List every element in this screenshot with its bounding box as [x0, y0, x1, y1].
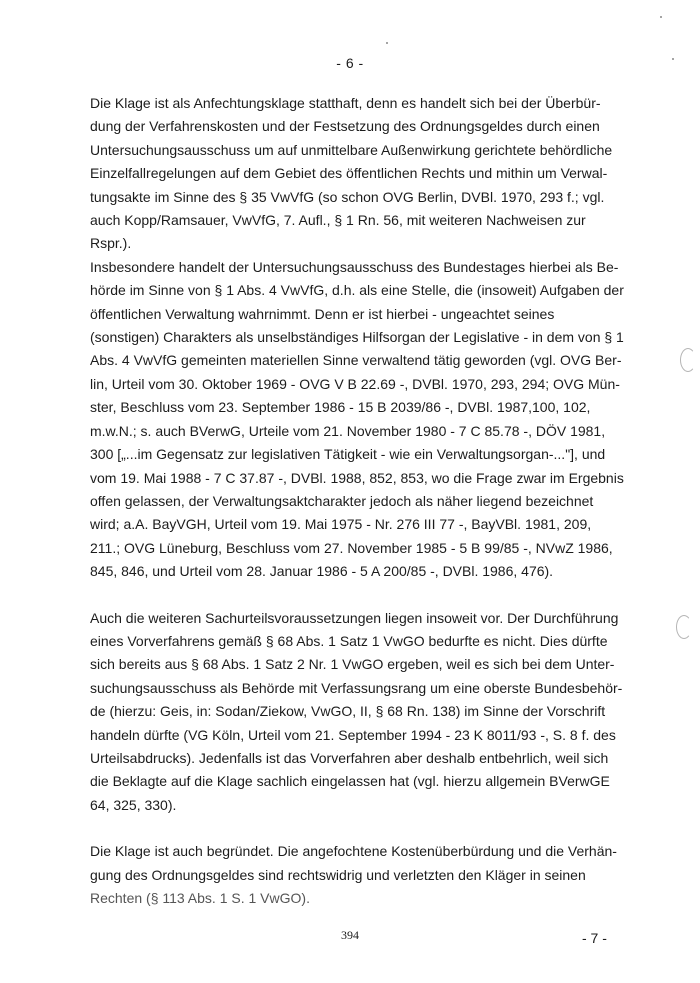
text-line: öffentlichen Verwaltung wahrnimmt. Denn er ist hierbei - ungeachtet seines	[90, 305, 555, 322]
text-line: suchungsausschuss als Behörde mit Verfassungsrang um eine oberste Bundesbehör-	[90, 679, 623, 696]
paragraph-begruendetheit	[90, 840, 617, 910]
text-line: lin, Urteil vom 30. Oktober 1969 - OVG V B 22.69 -, DVBl. 1970, 293, 294; OVG Mün-	[90, 375, 620, 392]
text-line: m.w.N.; s. auch BVerwG, Urteile vom 21. November 1980 - 7 C 85.78 -, DÖV 1981,	[90, 422, 606, 439]
text-line: Auch die weiteren Sachurteilsvoraussetzungen liegen insoweit vor. Der Durchführung	[90, 609, 619, 626]
text-line: Rechten (§ 113 Abs. 1 S. 1 VwGO).	[90, 890, 310, 906]
text-line: wird; a.A. BayVGH, Urteil vom 19. Mai 1975 - Nr. 276 III 77 -, BayVBl. 1981, 209,	[90, 516, 592, 533]
paragraph-behoerde	[90, 256, 624, 584]
text-line: Einzelfallregelungen auf dem Gebiet des öffentlichen Rechts und mithin um Verwal-	[90, 165, 608, 182]
text-line: Untersuchungsausschuss um auf unmittelbare Außenwirkung gerichtete behördliche	[90, 141, 613, 158]
text-line: tungsakte im Sinne des § 35 VwVfG (so schon OVG Berlin, DVBl. 1970, 293 f.; vgl.	[90, 188, 605, 205]
text-line: eines Vorverfahrens gemäß § 68 Abs. 1 Satz 1 VwGO bedurfte es nicht. Dies dürfte	[90, 632, 608, 649]
text-line: Rspr.).	[90, 235, 132, 252]
scan-speck	[660, 16, 662, 18]
text-line: ster, Beschluss vom 23. September 1986 - 15 B 2039/86 -, DVBl. 1987,100, 102,	[90, 399, 591, 416]
text-line: (sonstigen) Charakters als unselbständiges Hilfsorgan der Legislative - in dem von § 1	[90, 329, 624, 346]
document-body	[90, 92, 624, 910]
text-line: 300 [„...im Gegensatz zur legislativen Tätigkeit - wie ein Verwaltungsorgan-..."], und	[90, 446, 606, 463]
paragraph-statthaftigkeit	[90, 92, 612, 256]
text-line: de (hierzu: Geis, in: Sodan/Ziekow, VwGO, II, § 68 Rn. 138) im Sinne der Vorschrift	[90, 703, 606, 720]
text-line: Insbesondere handelt der Untersuchungsausschuss des Bundestages hierbei als Be-	[90, 258, 619, 275]
paragraph-gap	[90, 817, 612, 840]
text-line: offen gelassen, der Verwaltungsaktcharakter jedoch als näher liegend bezeichnet	[90, 492, 594, 509]
text-line: handeln dürfte (VG Köln, Urteil vom 21. September 1994 - 23 K 8011/93 -, S. 8 f. des	[90, 726, 616, 743]
text-line: sich bereits aus § 68 Abs. 1 Satz 2 Nr. 1 VwGO ergeben, weil es sich bei dem Unter-	[90, 656, 615, 673]
paragraph-sachurteilsvoraussetzungen	[90, 607, 623, 818]
punch-hole-mark	[680, 348, 696, 372]
text-line: Abs. 4 VwVfG gemeinten materiellen Sinne verwaltend tätig geworden (vgl. OVG Ber-	[90, 352, 622, 369]
text-line: 211.; OVG Lüneburg, Beschluss vom 27. November 1985 - 5 B 99/85 -, NVwZ 1986,	[90, 539, 613, 556]
text-line: 845, 846, und Urteil vom 28. Januar 1986 - 5 A 200/85 -, DVBl. 1986, 476).	[90, 563, 554, 580]
text-line: hörde im Sinne von § 1 Abs. 4 VwVfG, d.h. als eine Stelle, die (insoweit) Aufgaben der	[90, 282, 624, 299]
text-line: auch Kopp/Ramsauer, VwVfG, 7. Aufl., § 1 Rn. 56, mit weiteren Nachweisen zur	[90, 212, 586, 229]
text-line: Urteilsabdrucks). Jedenfalls ist das Vorverfahren aber deshalb entbehrlich, weil sich	[90, 749, 609, 766]
archive-page-number: 394	[341, 928, 359, 942]
text-line: die Beklagte auf die Klage sachlich eingelassen hat (vgl. hierzu allgemein BVerwGE	[90, 773, 610, 790]
page-number-top: - 6 -	[336, 55, 364, 71]
text-line: 64, 325, 330).	[90, 796, 177, 813]
text-line: Die Klage ist als Anfechtungsklage statthaft, denn es handelt sich bei der Überbür-	[90, 95, 601, 111]
paragraph-gap	[90, 584, 612, 607]
text-line: vom 19. Mai 1988 - 7 C 37.87 -, DVBl. 1988, 852, 853, wo die Frage zwar im Ergebnis	[90, 469, 624, 486]
text-line: dung der Verfahrenskosten und der Festsetzung des Ordnungsgeldes durch einen	[90, 118, 600, 135]
scan-speck	[672, 58, 674, 60]
scan-speck	[386, 42, 388, 44]
text-line: Die Klage ist auch begründet. Die angefochtene Kostenüberbürdung und die Verhän-	[90, 843, 617, 860]
next-page-marker: - 7 -	[582, 930, 607, 946]
text-line: gung des Ordnungsgeldes sind rechtswidrig und verletzten den Kläger in seinen	[90, 866, 586, 883]
punch-hole-mark	[676, 615, 692, 639]
